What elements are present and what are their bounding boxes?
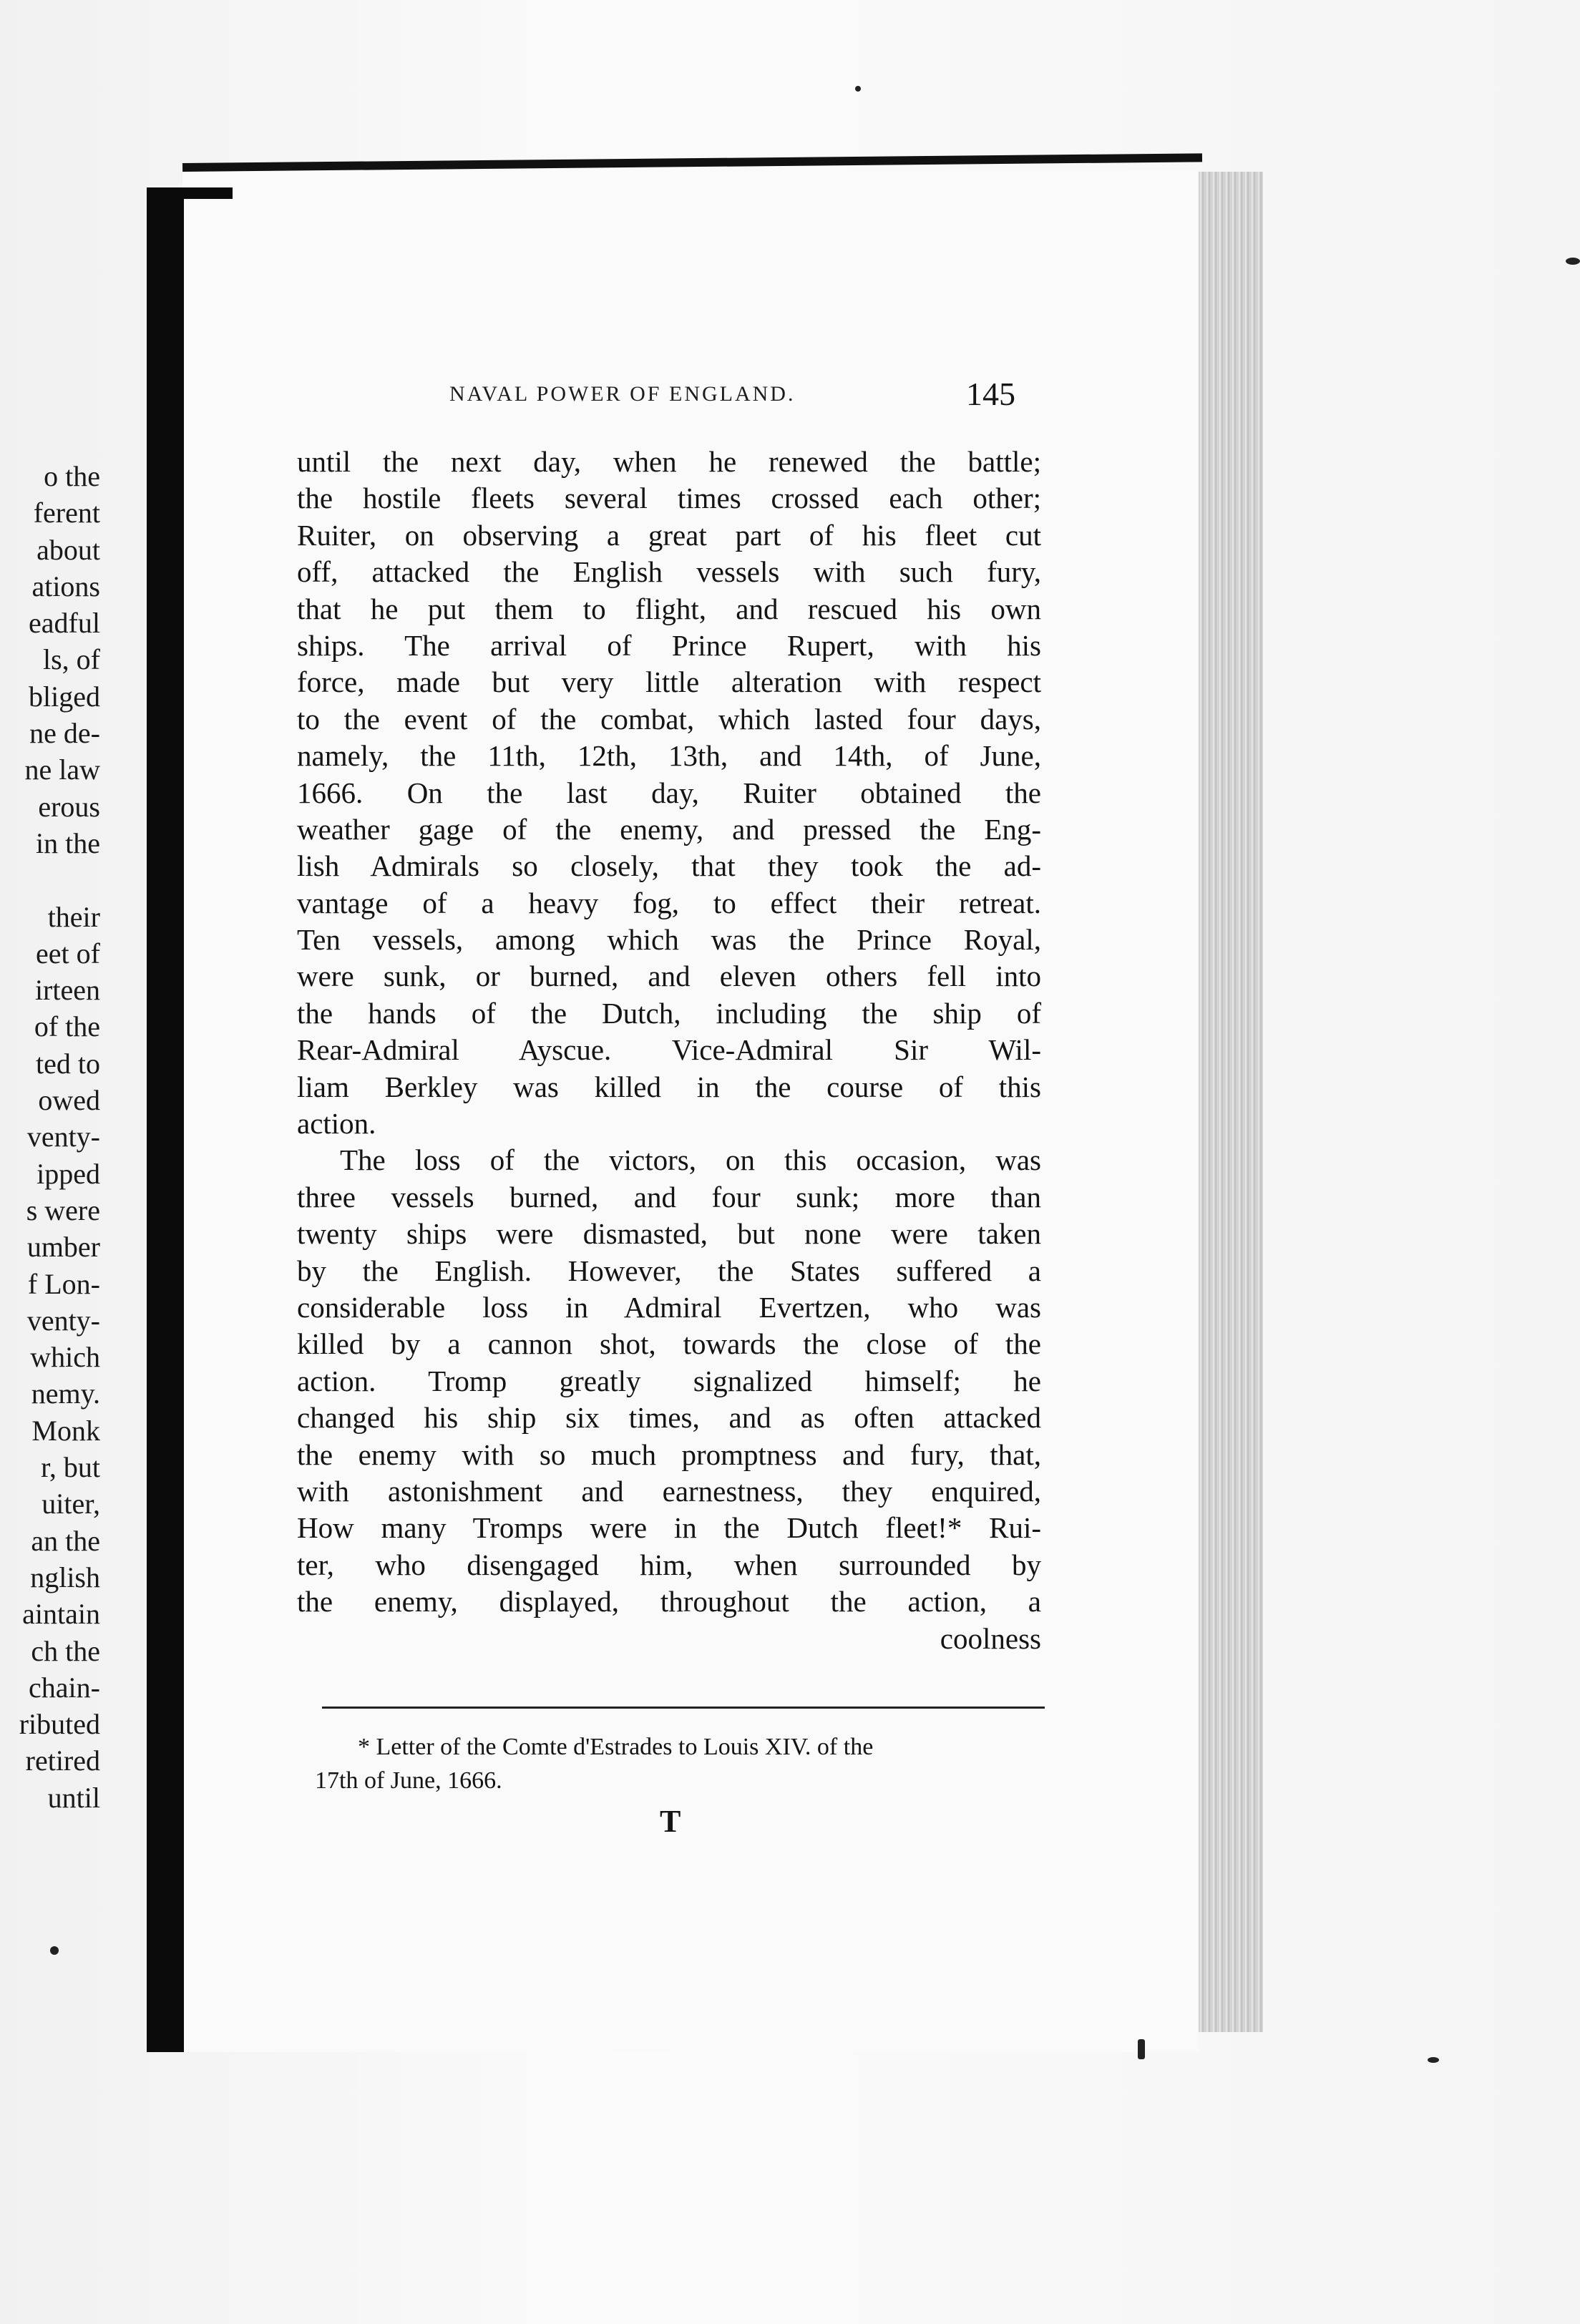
ink-speck bbox=[1566, 258, 1580, 265]
text-line: ships. The arrival of Prince Rupert, with his bbox=[297, 628, 1041, 662]
text-line: force, made but very little alteration with respect bbox=[297, 665, 1041, 699]
text-line: lish Admirals so closely, that they took the ad- bbox=[297, 849, 1041, 883]
fragment-line: o the bbox=[44, 460, 100, 492]
facing-page-fragment bbox=[0, 458, 100, 1816]
body-text bbox=[297, 444, 1041, 1657]
footnote-line: * Letter of the Comte d'Estrades to Louis XIV. of the bbox=[358, 1734, 874, 1760]
text-line: off, attacked the English vessels with such fury, bbox=[297, 555, 1041, 589]
footnote-line: 17th of June, 1666. bbox=[315, 1767, 502, 1794]
text-line: namely, the 11th, 12th, 13th, and 14th, of June, bbox=[297, 739, 1041, 773]
text-line: weather gage of the enemy, and pressed the Eng- bbox=[297, 812, 1041, 846]
fragment-line: ributed bbox=[19, 1708, 100, 1741]
footnote-rule bbox=[322, 1707, 1045, 1709]
fragment-line: retired bbox=[25, 1744, 100, 1777]
fragment-line: eadful bbox=[29, 607, 100, 640]
text-line: the hands of the Dutch, including the ship of bbox=[297, 996, 1041, 1030]
text-line: liam Berkley was killed in the course of this bbox=[297, 1070, 1041, 1103]
fragment-line: in the bbox=[36, 826, 100, 859]
fragment-line: irteen bbox=[34, 974, 100, 1007]
fragment-line: ls, of bbox=[43, 643, 100, 676]
ink-speck bbox=[50, 1946, 59, 1955]
fragment-line: nemy. bbox=[31, 1377, 100, 1410]
text-line: vantage of a heavy fog, to effect their retreat. bbox=[297, 886, 1041, 919]
fragment-line: chain- bbox=[29, 1671, 100, 1704]
text-line: the hostile fleets several times crossed each other; bbox=[297, 482, 1041, 515]
fragment-line: ch the bbox=[31, 1634, 100, 1667]
text-line: Ten vessels, among which was the Prince Royal, bbox=[297, 923, 1041, 957]
text-line: that he put them to flight, and rescued his own bbox=[297, 592, 1041, 625]
text-line: Rear-Admiral Ayscue. Vice-Admiral Sir Wil- bbox=[297, 1033, 1041, 1067]
text-line: changed his ship six times, and as often attacked bbox=[297, 1401, 1041, 1435]
text-line: considerable loss in Admiral Evertzen, who was bbox=[297, 1290, 1041, 1324]
fragment-line: venty- bbox=[26, 1120, 100, 1153]
ink-speck bbox=[1428, 2057, 1439, 2063]
fragment-line: nglish bbox=[30, 1561, 100, 1593]
catchword: coolness bbox=[940, 1621, 1041, 1655]
fragment-line: venty- bbox=[26, 1304, 100, 1337]
fragment-line: ne law bbox=[24, 753, 100, 786]
text-line: 1666. On the last day, Ruiter obtained the bbox=[297, 776, 1041, 809]
fragment-line: ipped bbox=[36, 1157, 100, 1190]
fragment-line: eet of bbox=[36, 937, 100, 970]
text-line: with astonishment and earnestness, they enquired, bbox=[297, 1474, 1041, 1508]
fragment-line: of the bbox=[34, 1010, 100, 1043]
running-head: NAVAL POWER OF ENGLAND. bbox=[449, 382, 796, 406]
ink-speck bbox=[1138, 2039, 1145, 2059]
text-line: to the event of the combat, which lasted four days, bbox=[297, 702, 1041, 736]
text-line: until the next day, when he renewed the battle; bbox=[297, 445, 1041, 478]
text-line: the enemy with so much promptness and fury, that, bbox=[297, 1437, 1041, 1471]
fragment-line: their bbox=[47, 900, 100, 933]
fragment-line: ferent bbox=[33, 497, 100, 529]
fragment-line: ations bbox=[31, 570, 100, 602]
fragment-line: Monk bbox=[31, 1414, 100, 1447]
ink-speck bbox=[855, 86, 861, 92]
footnote bbox=[315, 1730, 1045, 1797]
page-number: 145 bbox=[966, 376, 1015, 412]
fragment-line: which bbox=[30, 1341, 100, 1374]
text-line: three vessels burned, and four sunk; more than bbox=[297, 1180, 1041, 1214]
text-line: How many Tromps were in the Dutch fleet!* Rui- bbox=[297, 1511, 1041, 1545]
text-line: by the English. However, the States suffered a bbox=[297, 1254, 1041, 1287]
fragment-line: r, but bbox=[41, 1451, 100, 1484]
text-line: twenty ships were dismasted, but none were taken bbox=[297, 1217, 1041, 1251]
fragment-line: an the bbox=[31, 1524, 100, 1557]
text-line: ter, who disengaged him, when surrounded by bbox=[297, 1548, 1041, 1581]
fragment-line: s were bbox=[26, 1193, 100, 1226]
fragment-line: until bbox=[47, 1781, 100, 1814]
text-line: killed by a cannon shot, towards the close of the bbox=[297, 1327, 1041, 1361]
text-line-paragraph-start: The loss of the victors, on this occasion, was bbox=[340, 1143, 1041, 1177]
book-gutter-cap bbox=[147, 187, 233, 199]
text-line: action. bbox=[297, 1107, 376, 1141]
signature-mark: T bbox=[660, 1804, 681, 1839]
text-line: the enemy, displayed, throughout the action, a bbox=[297, 1585, 1041, 1618]
fragment-line: ne de- bbox=[29, 717, 100, 750]
fragment-line: owed bbox=[38, 1084, 100, 1117]
fragment-paragraph-gap bbox=[0, 861, 100, 898]
fragment-line: umber bbox=[26, 1231, 100, 1264]
text-line: were sunk, or burned, and eleven others fell into bbox=[297, 960, 1041, 993]
text-line: action. Tromp greatly signalized himself; he bbox=[297, 1364, 1041, 1397]
book-gutter bbox=[147, 192, 184, 2052]
fragment-line: f Lon- bbox=[27, 1267, 100, 1300]
fragment-line: about bbox=[36, 533, 100, 566]
fragment-line: erous bbox=[38, 790, 100, 823]
fragment-line: bliged bbox=[29, 680, 100, 713]
fragment-line: aintain bbox=[22, 1598, 100, 1631]
page-fore-edge bbox=[1199, 172, 1263, 2032]
fragment-line: ted to bbox=[36, 1047, 100, 1080]
text-line: Ruiter, on observing a great part of his fleet cut bbox=[297, 518, 1041, 552]
fragment-line: uiter, bbox=[42, 1488, 100, 1520]
